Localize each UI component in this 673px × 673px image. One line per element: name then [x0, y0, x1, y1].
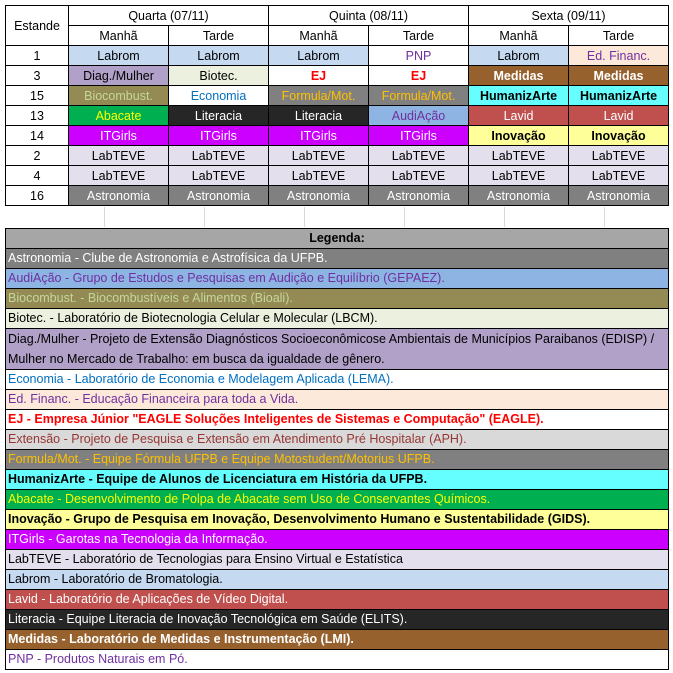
stand-number: 2: [6, 146, 69, 166]
schedule-cell: Literacia: [269, 106, 369, 126]
stand-number: 15: [6, 86, 69, 106]
period-header: Tarde: [569, 26, 669, 46]
schedule-cell: Biotec.: [169, 66, 269, 86]
legend-row: [6, 510, 669, 530]
period-header: Tarde: [169, 26, 269, 46]
schedule-cell: Astronomia: [269, 186, 369, 206]
legend-item: Labrom - Laboratório de Bromatologia.: [6, 570, 669, 590]
legend-table: [5, 228, 669, 670]
legend-header-row: [6, 229, 669, 249]
legend-row: [6, 430, 669, 450]
legend-row: [6, 490, 669, 510]
schedule-cell: HumanizArte: [569, 86, 669, 106]
schedule-cell: HumanizArte: [469, 86, 569, 106]
legend-row: [6, 550, 669, 570]
schedule-cell: ITGirls: [369, 126, 469, 146]
schedule-row: [6, 186, 669, 206]
schedule-row: [6, 106, 669, 126]
day-header: Quarta (07/11): [69, 6, 269, 26]
legend-item: PNP - Produtos Naturais em Pó.: [6, 650, 669, 670]
legend-item: Lavid - Laboratório de Aplicações de Vídeo Digital.: [6, 590, 669, 610]
schedule-row: [6, 126, 669, 146]
schedule-cell: LabTEVE: [469, 146, 569, 166]
schedule-cell: Astronomia: [69, 186, 169, 206]
legend-row: [6, 450, 669, 470]
legend-item: Abacate - Desenvolvimento de Polpa de Abacate sem Uso de Conservantes Químicos.: [6, 490, 669, 510]
schedule-cell: ITGirls: [69, 126, 169, 146]
estande-header: Estande: [6, 6, 69, 46]
sheet-gridlines: [5, 207, 668, 227]
schedule-cell: Inovação: [469, 126, 569, 146]
legend-item: Ed. Financ. - Educação Financeira para toda a Vida.: [6, 390, 669, 410]
schedule-cell: PNP: [369, 46, 469, 66]
schedule-cell: Biocombust.: [69, 86, 169, 106]
schedule-cell: ITGirls: [269, 126, 369, 146]
legend-item: Economia - Laboratório de Economia e Modelagem Aplicada (LEMA).: [6, 370, 669, 390]
legend-row: [6, 269, 669, 289]
stand-number: 16: [6, 186, 69, 206]
schedule-row: [6, 86, 669, 106]
schedule-cell: LabTEVE: [269, 146, 369, 166]
schedule-row: [6, 166, 669, 186]
schedule-cell: Diag./Mulher: [69, 66, 169, 86]
schedule-row: [6, 66, 669, 86]
schedule-cell: LabTEVE: [69, 166, 169, 186]
days-header-row: [6, 6, 669, 26]
schedule-table: [5, 5, 669, 206]
legend-row: [6, 329, 669, 370]
legend-row: [6, 470, 669, 490]
legend-item: EJ - Empresa Júnior "EAGLE Soluções Inteligentes de Sistemas e Computação" (EAGLE).: [6, 410, 669, 430]
schedule-cell: LabTEVE: [569, 146, 669, 166]
legend-row: [6, 530, 669, 550]
schedule-cell: Formula/Mot.: [369, 86, 469, 106]
legend-item: Extensão - Projeto de Pesquisa e Extensão em Atendimento Pré Hospitalar (APH).: [6, 430, 669, 450]
schedule-cell: Astronomia: [569, 186, 669, 206]
schedule-cell: Economia: [169, 86, 269, 106]
legend-item: Diag./Mulher - Projeto de Extensão Diagnósticos Socioeconômicose Ambientais de Municípios Paraibanos (EDISP) / Mulher no Mercado de Trabalho: em busca da igualdade de gênero.: [6, 329, 669, 370]
period-header: Manhã: [469, 26, 569, 46]
stand-number: 1: [6, 46, 69, 66]
legend-item: Literacia - Equipe Literacia de Inovação Tecnológica em Saúde (ELITS).: [6, 610, 669, 630]
legend-row: [6, 309, 669, 329]
schedule-cell: Lavid: [569, 106, 669, 126]
schedule-cell: ITGirls: [169, 126, 269, 146]
schedule-cell: EJ: [369, 66, 469, 86]
legend-item: ITGirls - Garotas na Tecnologia da Informação.: [6, 530, 669, 550]
legend-item: HumanizArte - Equipe de Alunos de Licenciatura em História da UFPB.: [6, 470, 669, 490]
stand-number: 3: [6, 66, 69, 86]
legend-row: [6, 570, 669, 590]
schedule-cell: Formula/Mot.: [269, 86, 369, 106]
legend-item: Medidas - Laboratório de Medidas e Instrumentação (LMI).: [6, 630, 669, 650]
day-header: Quinta (08/11): [269, 6, 469, 26]
schedule-cell: LabTEVE: [369, 146, 469, 166]
schedule-row: [6, 46, 669, 66]
schedule-cell: Labrom: [469, 46, 569, 66]
schedule-cell: AudiAção: [369, 106, 469, 126]
period-header: Tarde: [369, 26, 469, 46]
periods-header-row: [6, 26, 669, 46]
schedule-cell: LabTEVE: [69, 146, 169, 166]
day-header: Sexta (09/11): [469, 6, 669, 26]
schedule-cell: Labrom: [169, 46, 269, 66]
schedule-cell: Ed. Financ.: [569, 46, 669, 66]
schedule-cell: Lavid: [469, 106, 569, 126]
schedule-cell: Literacia: [169, 106, 269, 126]
schedule-cell: LabTEVE: [169, 146, 269, 166]
legend-row: [6, 249, 669, 269]
legend-item: Inovação - Grupo de Pesquisa em Inovação, Desenvolvimento Humano e Sustentabilidade (GIDS).: [6, 510, 669, 530]
legend-item: Biotec. - Laboratório de Biotecnologia Celular e Molecular (LBCM).: [6, 309, 669, 329]
legend-row: [6, 650, 669, 670]
schedule-cell: Labrom: [69, 46, 169, 66]
stand-number: 4: [6, 166, 69, 186]
period-header: Manhã: [269, 26, 369, 46]
legend-item: Formula/Mot. - Equipe Fórmula UFPB e Equipe Motostudent/Motorius UFPB.: [6, 450, 669, 470]
legend-row: [6, 410, 669, 430]
schedule-cell: LabTEVE: [169, 166, 269, 186]
schedule-cell: LabTEVE: [269, 166, 369, 186]
legend-row: [6, 370, 669, 390]
legend-row: [6, 630, 669, 650]
schedule-cell: LabTEVE: [469, 166, 569, 186]
schedule-cell: Medidas: [469, 66, 569, 86]
stand-number: 13: [6, 106, 69, 126]
stand-number: 14: [6, 126, 69, 146]
schedule-cell: LabTEVE: [569, 166, 669, 186]
schedule-cell: Astronomia: [169, 186, 269, 206]
schedule-cell: Labrom: [269, 46, 369, 66]
legend-title: Legenda:: [6, 229, 669, 249]
legend-row: [6, 610, 669, 630]
legend-item: LabTEVE - Laboratório de Tecnologias para Ensino Virtual e Estatística: [6, 550, 669, 570]
legend-item: AudiAção - Grupo de Estudos e Pesquisas em Audição e Equilíbrio (GEPAEZ).: [6, 269, 669, 289]
schedule-cell: Abacate: [69, 106, 169, 126]
legend-row: [6, 289, 669, 309]
schedule-cell: LabTEVE: [369, 166, 469, 186]
schedule-cell: Medidas: [569, 66, 669, 86]
legend-row: [6, 590, 669, 610]
period-header: Manhã: [69, 26, 169, 46]
legend-item: Biocombust. - Biocombustíveis e Alimentos (Bioali).: [6, 289, 669, 309]
schedule-cell: Astronomia: [369, 186, 469, 206]
legend-item: Astronomia - Clube de Astronomia e Astrofísica da UFPB.: [6, 249, 669, 269]
schedule-row: [6, 146, 669, 166]
legend-row: [6, 390, 669, 410]
schedule-cell: EJ: [269, 66, 369, 86]
schedule-cell: Inovação: [569, 126, 669, 146]
schedule-cell: Astronomia: [469, 186, 569, 206]
